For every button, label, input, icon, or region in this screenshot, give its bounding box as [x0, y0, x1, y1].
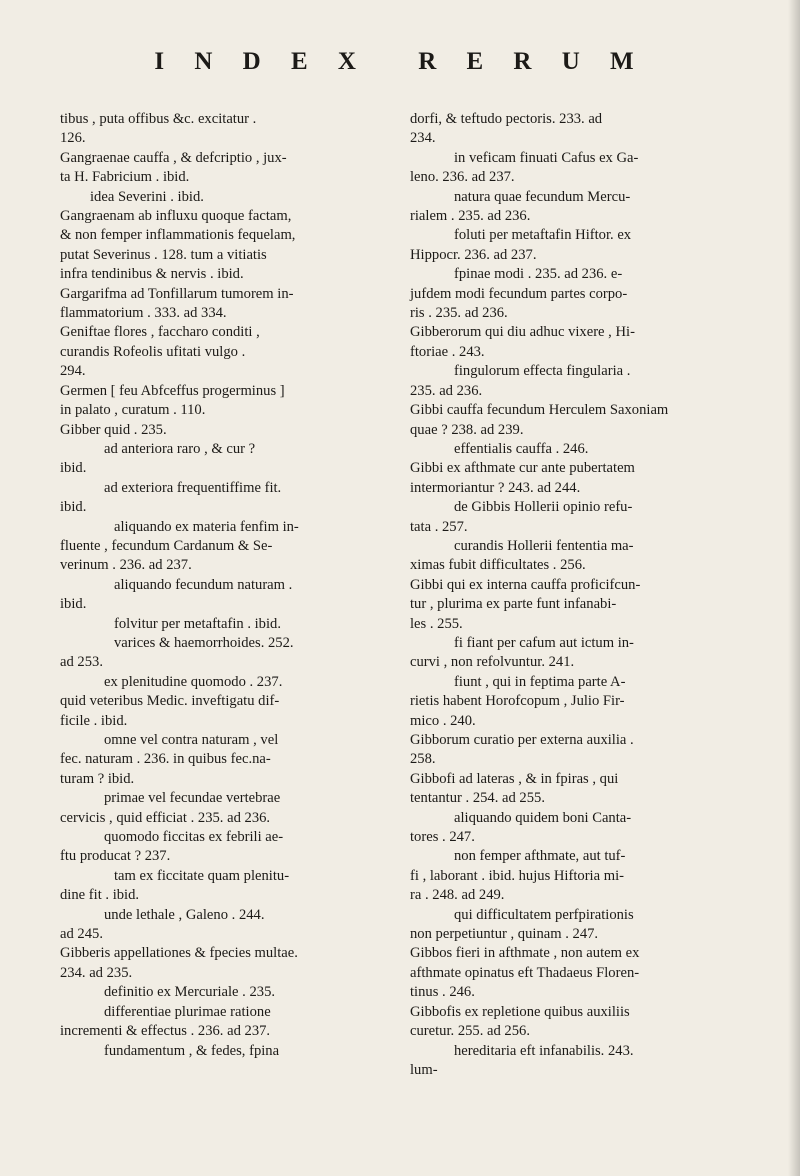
index-line: ad anteriora raro , & cur ?	[104, 440, 256, 457]
index-line: Gibbi qui ex interna cauffa proficifcun-	[410, 576, 641, 593]
index-line: non perpetiuntur , quinam . 247.	[410, 926, 599, 943]
index-line: unde lethale , Galeno . 244.	[104, 906, 265, 923]
index-line: hereditaria eft infanabilis. 243.	[454, 1042, 634, 1059]
index-line: verinum . 236. ad 237.	[60, 557, 192, 574]
index-line: quid veteribus Medic. inveftigatu dif-	[60, 693, 280, 710]
index-line: Gibbos fieri in afthmate , non autem ex	[410, 945, 640, 962]
index-line: natura quae fecundum Mercu-	[454, 188, 631, 205]
index-line: curandis Rofeolis ufitati vulgo .	[60, 343, 246, 360]
index-line: non femper afthmate, aut tuf-	[454, 848, 626, 865]
index-line: primae vel fecundae vertebrae	[104, 790, 281, 807]
index-line: infra tendinibus & nervis . ibid.	[60, 266, 244, 283]
index-line: Hippocr. 236. ad 237.	[410, 246, 537, 263]
left-column	[60, 110, 400, 1061]
index-line: 126.	[60, 130, 86, 147]
index-line: effentialis cauffa . 246.	[454, 440, 589, 457]
index-line: fi fiant per cafum aut ictum in-	[454, 634, 634, 651]
index-line: Gibbi ex afthmate cur ante pubertatem	[410, 460, 635, 477]
index-line: tores . 247.	[410, 829, 475, 846]
index-line: ad 253.	[60, 654, 103, 671]
index-line: in palato , curatum . 110.	[60, 402, 206, 419]
index-line: flammatorium . 333. ad 334.	[60, 305, 227, 322]
index-line: quae ? 238. ad 239.	[410, 421, 524, 438]
index-line: fingulorum effecta fingularia .	[454, 363, 631, 380]
index-line: Gibberis appellationes & fpecies multae.	[60, 945, 298, 962]
index-line: Gangraenae cauffa , & defcriptio , jux-	[60, 149, 287, 166]
index-line: 235. ad 236.	[410, 382, 483, 399]
index-line: ibid.	[60, 596, 87, 613]
index-line: & non femper inflammationis fequelam,	[60, 227, 296, 244]
index-line: dorfi, & teftudo pectoris. 233. ad	[410, 111, 603, 127]
index-line: ibid.	[60, 499, 87, 516]
index-line: fpinae modi . 235. ad 236. e-	[454, 266, 623, 283]
index-line: Gargarifma ad Tonfillarum tumorem in-	[60, 285, 294, 302]
index-line: ad 245.	[60, 926, 103, 943]
index-line: tata . 257.	[410, 518, 468, 535]
index-line: ris . 235. ad 236.	[410, 305, 508, 322]
index-line: Gibber quid . 235.	[60, 421, 167, 438]
index-line: 258.	[410, 751, 436, 768]
index-line: Gangraenam ab influxu quoque factam,	[60, 208, 292, 225]
index-line: Gibbi cauffa fecundum Herculem Saxoniam	[410, 402, 669, 419]
index-line: ibid.	[60, 460, 87, 477]
index-line: ftoriae . 243.	[410, 343, 485, 360]
header-index: I N D E X	[154, 48, 368, 75]
index-line: omne vel contra naturam , vel	[104, 732, 279, 748]
index-line: fi , laborant . ibid. hujus Hiftoria mi-	[410, 867, 625, 884]
index-line: putat Severinus . 128. tum a vitiatis	[60, 246, 267, 263]
index-line: intermoriantur ? 243. ad 244.	[410, 479, 581, 496]
index-line: ex plenitudine quomodo . 237.	[104, 673, 283, 690]
index-line: ftu producat ? 237.	[60, 848, 171, 865]
index-line: Gibbofis ex repletione quibus auxiliis	[410, 1003, 630, 1020]
index-line: idea Severini . ibid.	[90, 188, 204, 205]
index-line: afthmate opinatus eft Thadaeus Floren-	[410, 964, 640, 981]
page-gutter-shadow	[788, 0, 800, 1176]
index-line: definitio ex Mercuriale . 235.	[104, 984, 276, 1001]
index-line: Gibborum curatio per externa auxilia .	[410, 732, 634, 748]
index-line: quomodo ficcitas ex febrili ae-	[104, 829, 284, 846]
index-line: tam ex ficcitate quam plenitu-	[114, 867, 290, 884]
index-line: Gibbofi ad lateras , & in fpiras , qui	[410, 770, 619, 787]
index-line: de Gibbis Hollerii opinio refu-	[454, 499, 633, 516]
index-line: tibus , puta offibus &c. excitatur .	[60, 111, 257, 127]
index-line: fundamentum , & fedes, fpina	[104, 1042, 280, 1059]
index-line: qui difficultatem perfpirationis	[454, 906, 634, 923]
index-line: 234. ad 235.	[60, 964, 133, 981]
header-rerum: R E R U M	[418, 48, 646, 75]
index-line: differentiae plurimae ratione	[104, 1003, 271, 1020]
index-line: ad exteriora frequentiffime fit.	[104, 479, 282, 496]
index-line: in veficam finuati Cafus ex Ga-	[454, 149, 639, 166]
index-line: mico . 240.	[410, 712, 476, 729]
index-line: tinus . 246.	[410, 984, 475, 1001]
index-line: turam ? ibid.	[60, 770, 135, 787]
index-line: fec. naturam . 236. in quibus fec.na-	[60, 751, 271, 768]
index-line: les . 255.	[410, 615, 463, 632]
index-line: aliquando fecundum naturam .	[114, 576, 293, 593]
index-line: aliquando ex materia fenfim in-	[114, 518, 299, 535]
index-line: rialem . 235. ad 236.	[410, 208, 531, 225]
index-line: rietis habent Horofcopum , Julio Fir-	[410, 693, 625, 710]
index-line: Germen [ feu Abfceffus progerminus ]	[60, 382, 285, 399]
index-line: 234.	[410, 130, 436, 147]
index-line: Geniftae flores , faccharo conditi ,	[60, 324, 260, 341]
right-column	[410, 110, 750, 1080]
index-line: varices & haemorrhoides. 252.	[114, 634, 294, 651]
index-line: ta H. Fabricium . ibid.	[60, 169, 190, 186]
index-line: fluente , fecundum Cardanum & Se-	[60, 537, 273, 554]
index-line: ficile . ibid.	[60, 712, 128, 729]
index-line: curandis Hollerii fententia ma-	[454, 537, 634, 554]
index-line: ra . 248. ad 249.	[410, 887, 505, 904]
index-line: curetur. 255. ad 256.	[410, 1023, 530, 1040]
index-line: lum-	[410, 1061, 438, 1078]
running-header	[0, 48, 800, 76]
index-line: Gibberorum qui diu adhuc vixere , Hi-	[410, 324, 635, 341]
index-line: ximas fubit difficultates . 256.	[410, 557, 586, 574]
index-line: leno. 236. ad 237.	[410, 169, 515, 186]
index-line: fiunt , qui in feptima parte A-	[454, 673, 626, 690]
index-line: dine fit . ibid.	[60, 887, 140, 904]
index-line: curvi , non refolvuntur. 241.	[410, 654, 575, 671]
index-line: jufdem modi fecundum partes corpo-	[410, 285, 628, 302]
index-line: folvitur per metaftafin . ibid.	[114, 615, 281, 632]
index-line: foluti per metaftafin Hiftor. ex	[454, 227, 632, 244]
index-line: aliquando quidem boni Canta-	[454, 809, 632, 826]
index-line: tentantur . 254. ad 255.	[410, 790, 545, 807]
index-line: cervicis , quid efficiat . 235. ad 236.	[60, 809, 271, 826]
index-line: incrementi & effectus . 236. ad 237.	[60, 1023, 271, 1040]
index-line: 294.	[60, 363, 86, 380]
index-line: tur , plurima ex parte funt infanabi-	[410, 596, 617, 613]
